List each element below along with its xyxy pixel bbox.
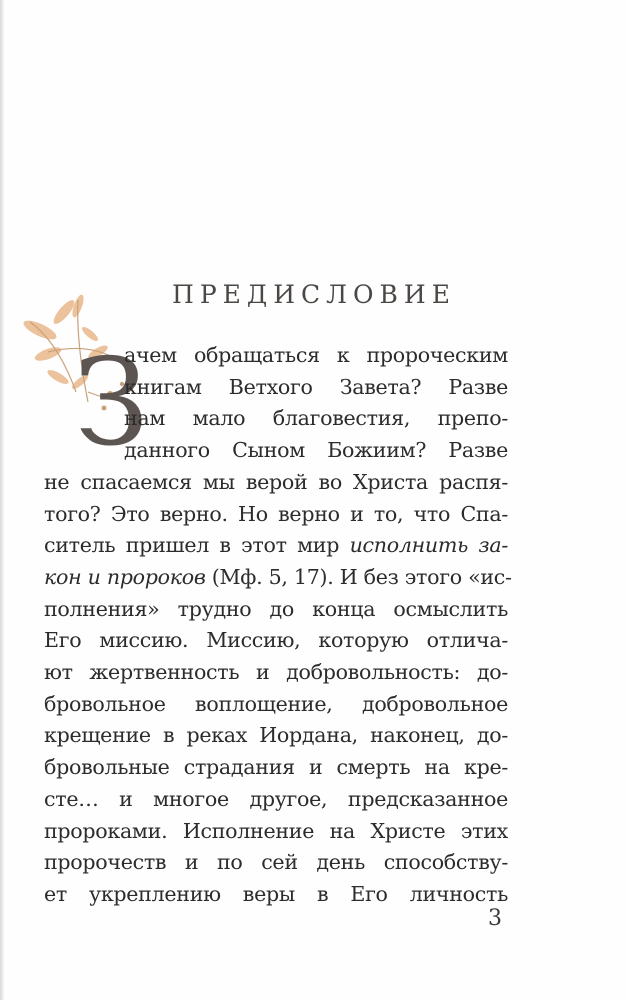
body-paragraph [44,340,512,911]
text-line: Его миссию. Миссию, которую отлича- [44,628,508,653]
text-line: не спасаемся мы верой во Христа распя- [44,469,508,494]
text-line: полнения» трудно до конца осмыслить [44,596,508,621]
text-line: нам мало благовестия, препо- [124,406,508,431]
text-line: ачем обращаться к пророческим [124,343,508,367]
text-segment: ситель пришел в этот мир [44,533,340,558]
text-line: ют жертвенность и добровольность: до- [44,660,508,685]
text-segment: (Мф. 5, 17). И без этого «ис- [211,564,512,589]
text-line: бровольные страдания и смерть на кре- [44,755,508,780]
dropcap-letter: З [74,334,149,462]
text-line [44,530,508,562]
text-line: книгам Ветхого Завета? Разве [124,374,508,399]
page-title: ПРЕДИСЛОВИЕ [172,280,456,309]
text-line: ет укреплению веры в Его личность [44,881,508,906]
text-line: сте… и многое другое, предсказанное [44,786,508,811]
page-number: 3 [488,906,502,931]
text-line [44,562,512,594]
text-line: бровольное воплощение, добровольное [44,691,508,716]
italic-text: исполнить за- [349,533,508,558]
text-line: крещение в реках Иордана, наконец, до- [44,723,508,748]
text-line: пророчеств и по сей день способству- [44,850,508,875]
text-line: данного Сыном Божиим? Разве [124,438,508,463]
text-line: пророками. Исполнение на Христе этих [44,818,508,843]
italic-text: кон и пророков [44,564,206,589]
text-line: того? Это верно. Но верно и то, что Спа- [44,501,508,526]
page-edge [0,0,4,1000]
